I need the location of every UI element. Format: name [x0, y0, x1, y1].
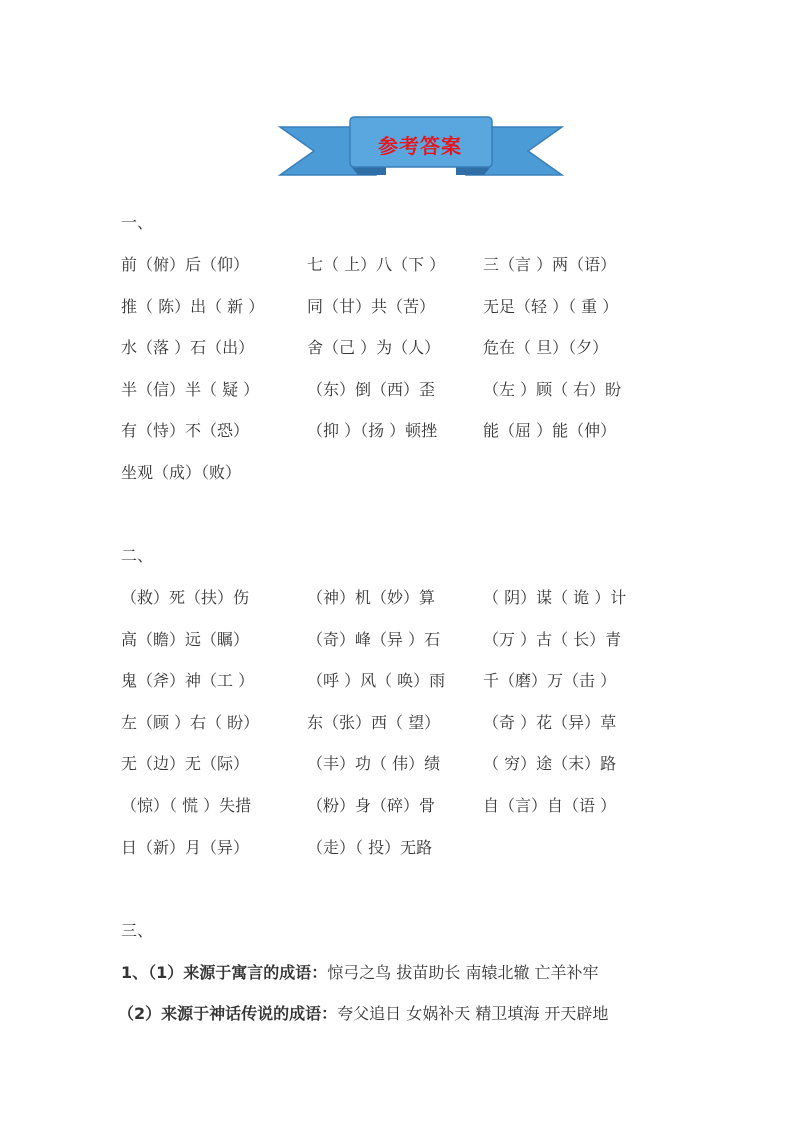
idiom-cell: （奇）峰（异 ）石: [307, 629, 441, 649]
idiom-cell: （东）倒（西）歪: [307, 379, 436, 399]
idiom-source-list: 夸父追日 女娲补天 精卫填海 开天辟地: [337, 1004, 609, 1023]
table-row: [121, 460, 681, 502]
idiom-cell: 前（俯）后（仰）: [121, 255, 250, 274]
idiom-cell: （抑 ）（扬 ）顿挫: [307, 421, 438, 441]
idiom-cell: （ 穷）途（末）路: [483, 754, 617, 774]
idiom-cell: 三（言 ）两（语）: [483, 255, 617, 274]
idiom-cell: （救）死（扶）伤: [121, 588, 250, 607]
idiom-cell: 危在（ 旦）（夕）: [483, 338, 609, 358]
table-row: [121, 377, 681, 419]
idiom-cell: （神）机（妙）算: [307, 588, 436, 607]
idiom-cell: 千（磨）万（击 ）: [483, 671, 617, 691]
table-row: [121, 627, 681, 669]
table-row: [121, 335, 681, 377]
idiom-cell: （粉）身（碎）骨: [307, 795, 436, 815]
idiom-cell: （万 ）古（ 长）青: [483, 629, 622, 649]
idiom-cell: 无足（轻 ）（ 重 ）: [483, 296, 619, 316]
idiom-cell: 舍（己 ）为（人）: [307, 338, 441, 358]
idiom-cell: （ 阴）谋（ 诡 ）计: [483, 588, 627, 607]
section-2-label: 二、: [121, 546, 154, 565]
idiom-source-list: 惊弓之鸟 拔苗助长 南辕北辙 亡羊补牢: [327, 963, 599, 982]
idiom-cell: （走）（ 投）无路: [307, 837, 433, 857]
idiom-cell: 同（甘）共（苦）: [307, 296, 436, 316]
idiom-cell: 东（张）西（ 望）: [307, 712, 441, 732]
idiom-source-heading: （2）来源于神话传说的成语：: [118, 1004, 338, 1023]
table-row: [121, 668, 681, 710]
table-row: [121, 294, 681, 336]
idiom-cell: 自（言）自（语 ）: [483, 795, 617, 815]
banner-title: 参考答案: [378, 133, 462, 158]
idiom-cell: （惊）（ 慌 ）失措: [121, 795, 252, 815]
table-row: [121, 793, 681, 835]
idiom-cell: 能（屈 ）能（伸）: [483, 421, 617, 441]
idiom-cell: （丰）功（ 伟）绩: [307, 754, 441, 774]
idiom-cell: 半（信）半（ 疑 ）: [121, 379, 260, 399]
idiom-cell: （左 ）顾（ 右）盼: [483, 379, 622, 399]
idiom-cell: 左（顾 ）右（ 盼）: [121, 712, 260, 732]
table-row: [121, 710, 681, 752]
section-2-grid: [121, 585, 681, 876]
idiom-cell: 日（新）月（异）: [121, 837, 250, 857]
idiom-cell: 水（落 ）石（出）: [121, 338, 255, 358]
idiom-cell: 鬼（斧）神（工 ）: [121, 671, 255, 691]
table-row: [121, 835, 681, 877]
table-row: [121, 585, 681, 627]
idiom-source-heading: 1、（1）来源于寓言的成语：: [121, 963, 328, 982]
idiom-cell: 有（恃）不（恐）: [121, 421, 250, 441]
table-row: [121, 751, 681, 793]
table-row: [121, 418, 681, 460]
idiom-cell: 推（ 陈）出（ 新 ）: [121, 296, 265, 316]
idiom-source-line: [118, 1001, 608, 1024]
section-3-label: 三、: [121, 921, 154, 940]
idiom-source-line: [121, 960, 599, 983]
idiom-cell: 无（边）无（际）: [121, 754, 250, 774]
idiom-cell: （奇 ）花（异）草: [483, 712, 617, 732]
idiom-cell: 坐观（成）（败）: [121, 462, 242, 482]
section-1-label: 一、: [121, 213, 154, 232]
table-row: [121, 252, 681, 294]
idiom-cell: （呼 ）风（ 唤）雨: [307, 671, 446, 691]
idiom-cell: 七（ 上）八（下 ）: [307, 255, 446, 274]
idiom-cell: 高（瞻）远（瞩）: [121, 629, 250, 649]
section-1-grid: [121, 252, 681, 502]
